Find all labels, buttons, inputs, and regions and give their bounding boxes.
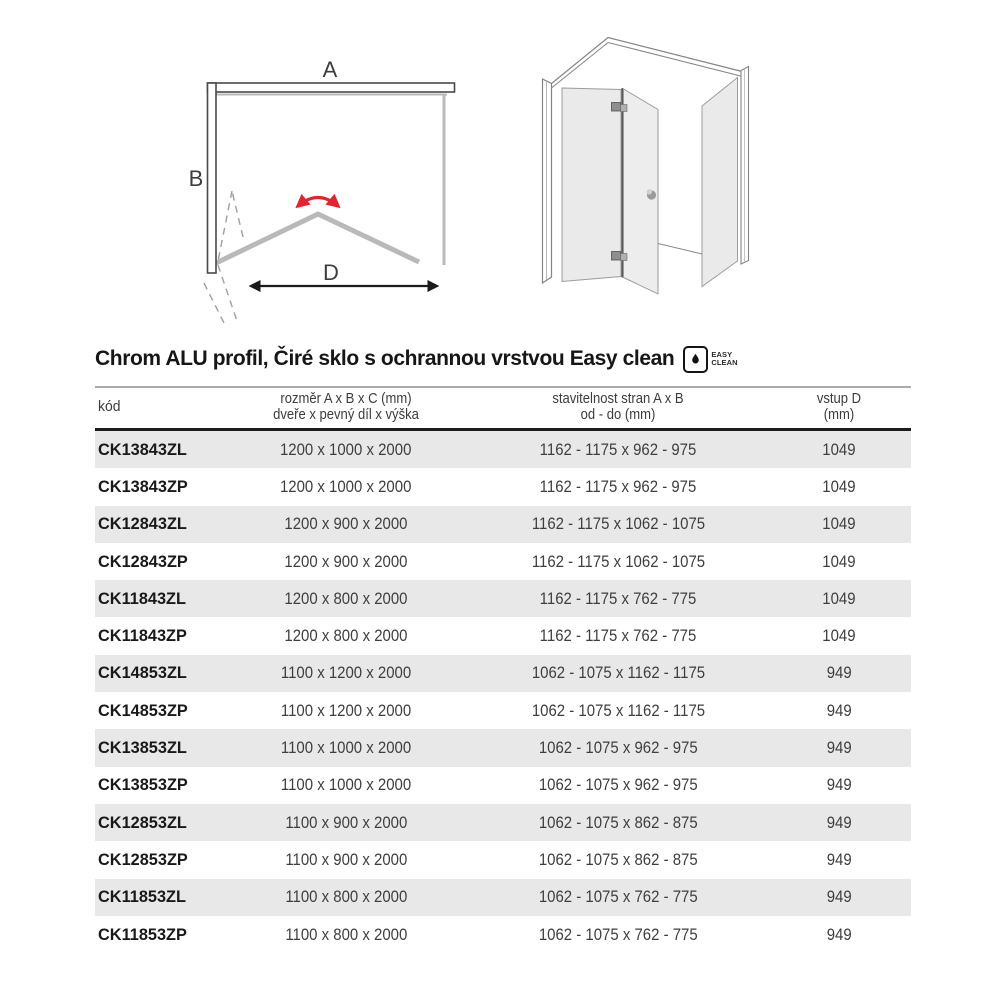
cell-stavitelnost: 1062 - 1075 x 1162 - 1175 <box>531 663 705 683</box>
cell-vstup: 1049 <box>822 439 856 459</box>
cell-rozmer: 1100 x 1000 x 2000 <box>280 738 412 758</box>
droplet-icon <box>683 346 708 373</box>
table-row <box>95 617 911 654</box>
column-header-stavitelnost: stavitelnost stran A x B od - do (mm) <box>552 391 684 423</box>
product-code-cell: CK11843ZL <box>98 588 187 608</box>
table-row <box>95 879 911 916</box>
cell-stavitelnost: 1062 - 1075 x 962 - 975 <box>538 775 698 795</box>
cell-vstup: 1049 <box>822 514 856 534</box>
cell-vstup: 949 <box>826 663 852 683</box>
table-row <box>95 692 911 729</box>
cell-vstup: 949 <box>826 700 852 720</box>
cell-vstup: 1049 <box>822 551 856 571</box>
cell-stavitelnost: 1162 - 1175 x 762 - 775 <box>539 626 697 646</box>
section-heading <box>95 344 738 374</box>
side-glass-panel <box>702 78 738 287</box>
cell-vstup: 949 <box>826 738 852 758</box>
cell-rozmer: 1100 x 1200 x 2000 <box>280 663 412 683</box>
cell-rozmer: 1100 x 1200 x 2000 <box>280 700 412 720</box>
door-swing-arrow-icon <box>298 198 338 207</box>
table-row <box>95 543 911 580</box>
cell-vstup: 949 <box>826 812 852 832</box>
cell-stavitelnost: 1062 - 1075 x 862 - 875 <box>538 849 698 869</box>
cell-vstup: 1049 <box>822 476 856 496</box>
table-row <box>95 767 911 804</box>
cell-rozmer: 1100 x 800 x 2000 <box>284 924 407 944</box>
table-body <box>95 430 911 954</box>
clean-label-line: CLEAN <box>711 358 738 367</box>
cell-rozmer: 1100 x 900 x 2000 <box>284 812 407 832</box>
cell-rozmer: 1100 x 800 x 2000 <box>284 887 407 907</box>
cell-stavitelnost: 1162 - 1175 x 962 - 975 <box>539 439 697 459</box>
cell-vstup: 949 <box>826 775 852 795</box>
cell-rozmer: 1200 x 900 x 2000 <box>284 551 408 571</box>
page-title: Chrom ALU profil, Čiré sklo s ochrannou vrstvou Easy clean <box>95 347 675 370</box>
cell-stavitelnost: 1162 - 1175 x 1062 - 1075 <box>531 551 705 571</box>
cell-stavitelnost: 1062 - 1075 x 762 - 775 <box>538 887 698 907</box>
cell-stavitelnost: 1062 - 1075 x 1162 - 1175 <box>531 700 705 720</box>
cell-rozmer: 1200 x 1000 x 2000 <box>280 476 412 496</box>
cell-vstup: 949 <box>826 924 852 944</box>
top-view-diagram <box>160 40 470 340</box>
table-row <box>95 729 911 766</box>
table-row <box>95 655 911 692</box>
table-row <box>95 804 911 841</box>
product-code-cell: CK11853ZL <box>98 887 187 907</box>
product-code-cell: CK13853ZP <box>98 775 188 795</box>
cell-vstup: 1049 <box>822 626 856 646</box>
table-row <box>95 468 911 505</box>
product-code-cell: CK14853ZL <box>98 663 187 683</box>
product-code-cell: CK12853ZL <box>98 812 187 832</box>
table-row <box>95 841 911 878</box>
top-profile-bar <box>552 38 747 84</box>
cell-rozmer: 1100 x 1000 x 2000 <box>280 775 412 795</box>
table-row <box>95 430 911 469</box>
table-row <box>95 506 911 543</box>
cell-rozmer: 1200 x 800 x 2000 <box>284 626 408 646</box>
cell-stavitelnost: 1162 - 1175 x 1062 - 1075 <box>531 514 705 534</box>
column-header-vstup: vstup D (mm) <box>816 391 862 423</box>
cell-stavitelnost: 1062 - 1075 x 862 - 875 <box>538 812 698 832</box>
product-code-cell: CK12843ZP <box>98 551 188 571</box>
product-code-cell: CK13853ZL <box>98 738 187 758</box>
table-row <box>95 580 911 617</box>
cell-vstup: 949 <box>826 887 852 907</box>
product-code-cell: CK14853ZP <box>98 700 188 720</box>
product-code-cell: CK12843ZL <box>98 514 187 534</box>
cell-rozmer: 1100 x 900 x 2000 <box>284 849 407 869</box>
easy-clean-badge <box>683 346 737 373</box>
door-panels-chevron <box>216 214 419 263</box>
product-code-cell: CK13843ZP <box>98 476 188 496</box>
cell-stavitelnost: 1062 - 1075 x 762 - 775 <box>538 924 698 944</box>
cell-stavitelnost: 1162 - 1175 x 762 - 775 <box>539 588 697 608</box>
cell-stavitelnost: 1062 - 1075 x 962 - 975 <box>538 738 698 758</box>
cell-vstup: 949 <box>826 849 852 869</box>
table-header-row <box>95 387 911 430</box>
column-header-kod: kód <box>98 398 121 415</box>
product-code-cell: CK12853ZP <box>98 849 188 869</box>
spec-table-wrap <box>95 386 908 953</box>
easy-label-line: EASY <box>711 350 733 359</box>
cell-vstup: 1049 <box>822 588 856 608</box>
column-header-rozmer: rozměr A x B x C (mm) dveře x pevný díl x výška <box>273 391 419 423</box>
table-row <box>95 916 911 953</box>
product-code-cell: CK11843ZP <box>98 626 187 646</box>
perspective-diagram <box>535 25 770 310</box>
cell-rozmer: 1200 x 900 x 2000 <box>284 514 408 534</box>
dimension-label-d: D <box>323 260 339 285</box>
left-wall-profile <box>208 83 217 273</box>
product-code-cell: CK11853ZP <box>98 924 187 944</box>
floor-edge <box>658 244 702 255</box>
easy-clean-label <box>711 351 737 367</box>
cell-rozmer: 1200 x 1000 x 2000 <box>280 439 412 459</box>
cell-rozmer: 1200 x 800 x 2000 <box>284 588 408 608</box>
spec-table <box>95 386 911 953</box>
left-wall-post <box>543 79 552 283</box>
top-wall-profile <box>208 83 455 92</box>
product-code-cell: CK13843ZL <box>98 439 187 459</box>
dimension-label-a: A <box>322 57 338 82</box>
dimension-label-b: B <box>188 166 204 191</box>
cell-stavitelnost: 1162 - 1175 x 962 - 975 <box>539 476 697 496</box>
